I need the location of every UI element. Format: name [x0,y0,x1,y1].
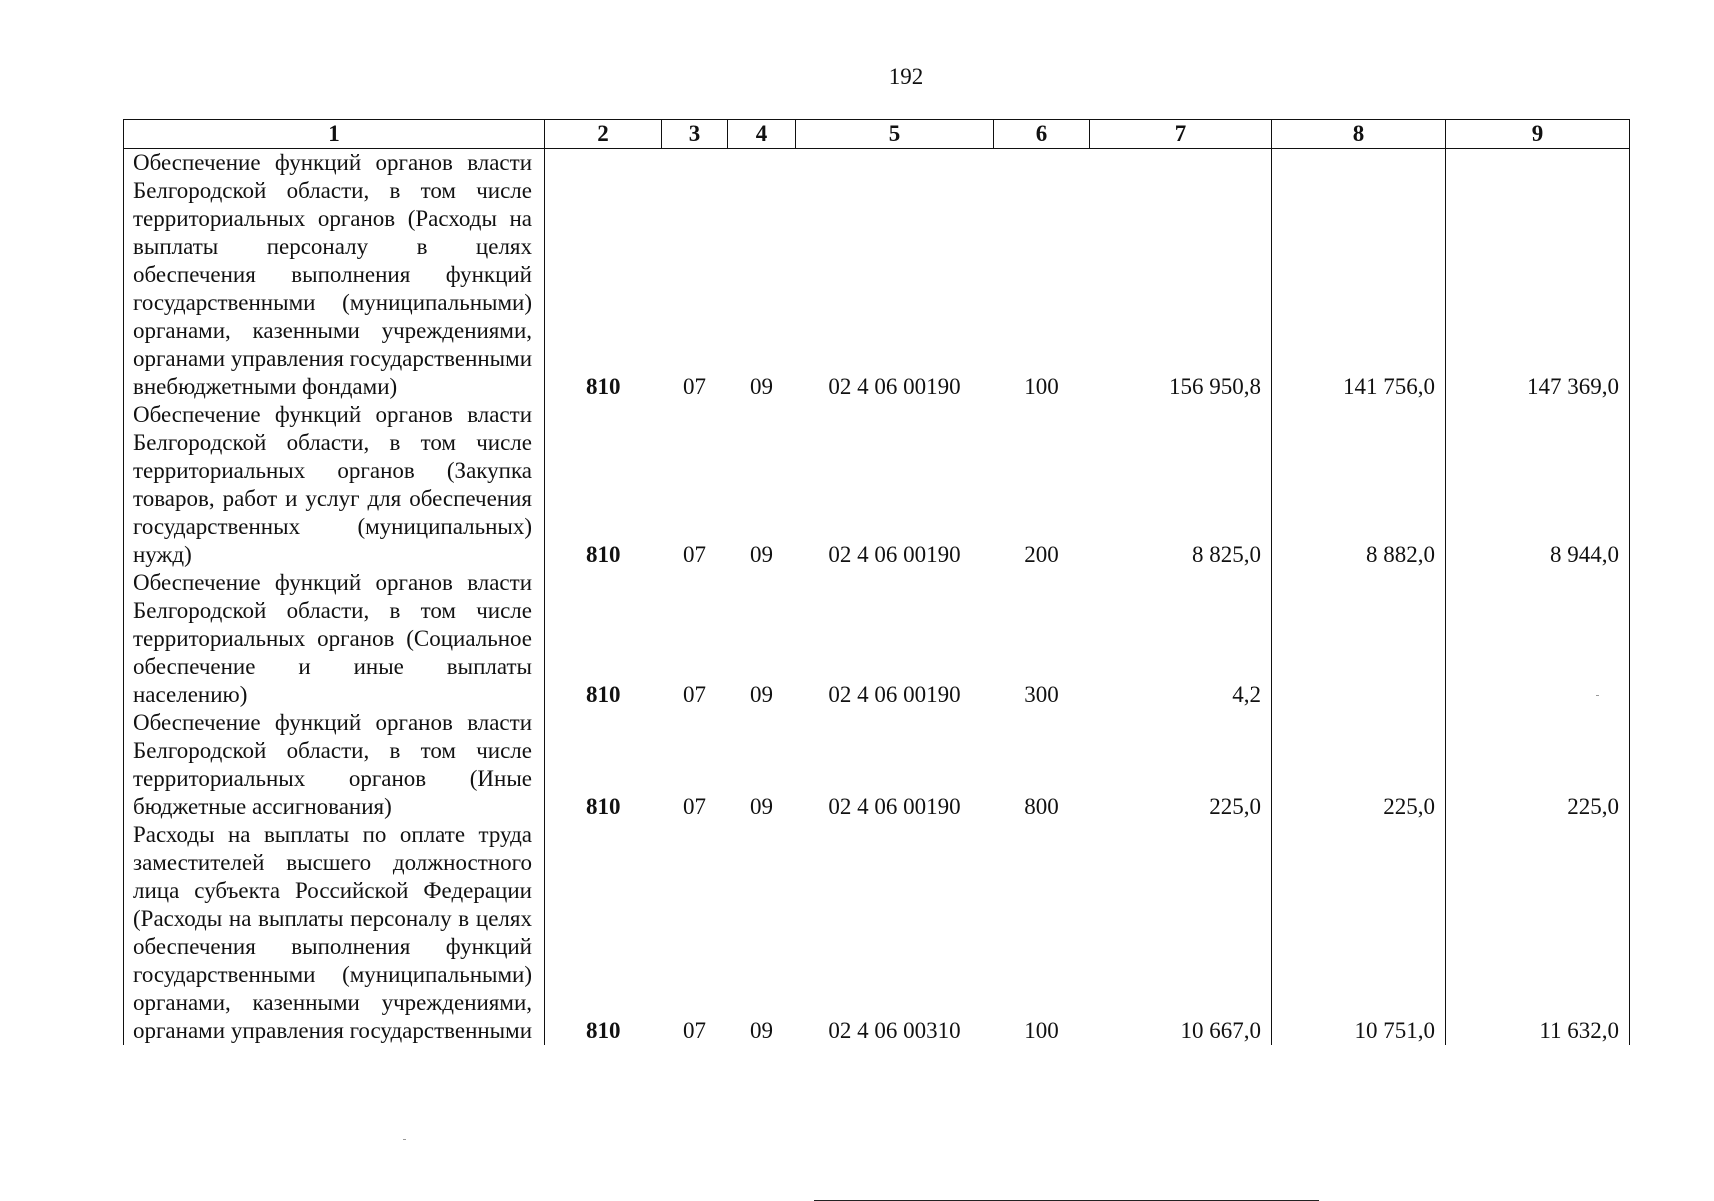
cell-amount-col8: 10 751,0 [1272,821,1446,1045]
page-number: 192 [888,64,924,89]
cell-section: 07 [683,682,706,707]
scan-speck [1596,695,1599,696]
row-description: Обеспечение функций органов власти Белгородской области, в том числе территориальных органов (Расходы на выплаты персоналу в целях обеспечения выполнения функций государственными (муниципальными) органами, казенными учреждениями, органами управления государственными внебюджетными фондами) [124,149,545,402]
column-header-7: 7 [1090,120,1272,149]
column-header-2: 2 [545,120,662,149]
row-description: Обеспечение функций органов власти Белгородской области, в том числе территориальных органов (Социальное обеспечение и иные выплаты населению) [124,569,545,709]
cell-target-article: 02 4 06 00190 [828,682,961,707]
table-row [124,149,1630,402]
cell-code-810: 810 [545,401,662,569]
cell-amount-col9: 11 632,0 [1446,821,1630,1045]
table-row [124,401,1630,569]
column-header-8: 8 [1272,120,1446,149]
cell-target-article: 02 4 06 00310 [828,1018,961,1043]
row-description: Обеспечение функций органов власти Белгородской области, в том числе территориальных органов (Иные бюджетные ассигнования) [124,709,545,821]
cell-expense-type: 200 [1024,542,1059,567]
row-description: Обеспечение функций органов власти Белгородской области, в том числе территориальных органов (Закупка товаров, работ и услуг для обеспечения государственных (муниципальных) нужд) [124,401,545,569]
column-header-1: 1 [124,120,545,149]
cell-amount-col9: 147 369,0 [1446,149,1630,402]
cell-amount-col8: 225,0 [1272,709,1446,821]
column-header-6: 6 [994,120,1090,149]
cell-amount-col8: 141 756,0 [1272,149,1446,402]
cell-section: 07 [683,1018,706,1043]
table-row [124,821,1630,1045]
cell-amount-col8: 8 882,0 [1272,401,1446,569]
cell-amount-col9 [1446,569,1630,709]
cell-section: 07 [683,794,706,819]
cell-subsection: 09 [750,542,773,567]
column-header-9: 9 [1446,120,1630,149]
cell-expense-type: 300 [1024,682,1059,707]
cell-target-article: 02 4 06 00190 [828,794,961,819]
cell-amount-col8 [1272,569,1446,709]
cell-subsection: 09 [750,794,773,819]
cell-expense-type: 100 [1024,374,1059,399]
cell-code-810: 810 [545,149,662,402]
cell-code-810: 810 [545,569,662,709]
cell-section: 07 [683,374,706,399]
cell-subsection: 09 [750,682,773,707]
cell-expense-type: 800 [1024,794,1059,819]
cell-code-810: 810 [545,709,662,821]
cell-amount-col7: 10 667,0 [1090,821,1272,1045]
table-row [124,709,1630,821]
cell-code-810: 810 [545,821,662,1045]
cell-amount-col9: 225,0 [1446,709,1630,821]
row-description: Расходы на выплаты по оплате труда заместителей высшего должностного лица субъекта Российской Федерации (Расходы на выплаты персоналу в целях обеспечения выполнения функций государственными (муниципальными) органами, казенными учреждениями, органами управления государственными [124,821,545,1045]
cell-subsection: 09 [750,374,773,399]
scan-speck [403,1139,406,1140]
header-row [124,120,1630,149]
cell-amount-col9: 8 944,0 [1446,401,1630,569]
cell-amount-col7: 8 825,0 [1090,401,1272,569]
table-row [124,569,1630,709]
cell-section: 07 [683,542,706,567]
column-header-4: 4 [728,120,796,149]
cell-target-article: 02 4 06 00190 [828,542,961,567]
column-header-5: 5 [796,120,994,149]
column-header-3: 3 [662,120,728,149]
cell-amount-col7: 156 950,8 [1090,149,1272,402]
budget-table [123,119,1630,1045]
cell-amount-col7: 4,2 [1090,569,1272,709]
cell-amount-col7: 225,0 [1090,709,1272,821]
cell-subsection: 09 [750,1018,773,1043]
cell-target-article: 02 4 06 00190 [828,374,961,399]
cell-expense-type: 100 [1024,1018,1059,1043]
